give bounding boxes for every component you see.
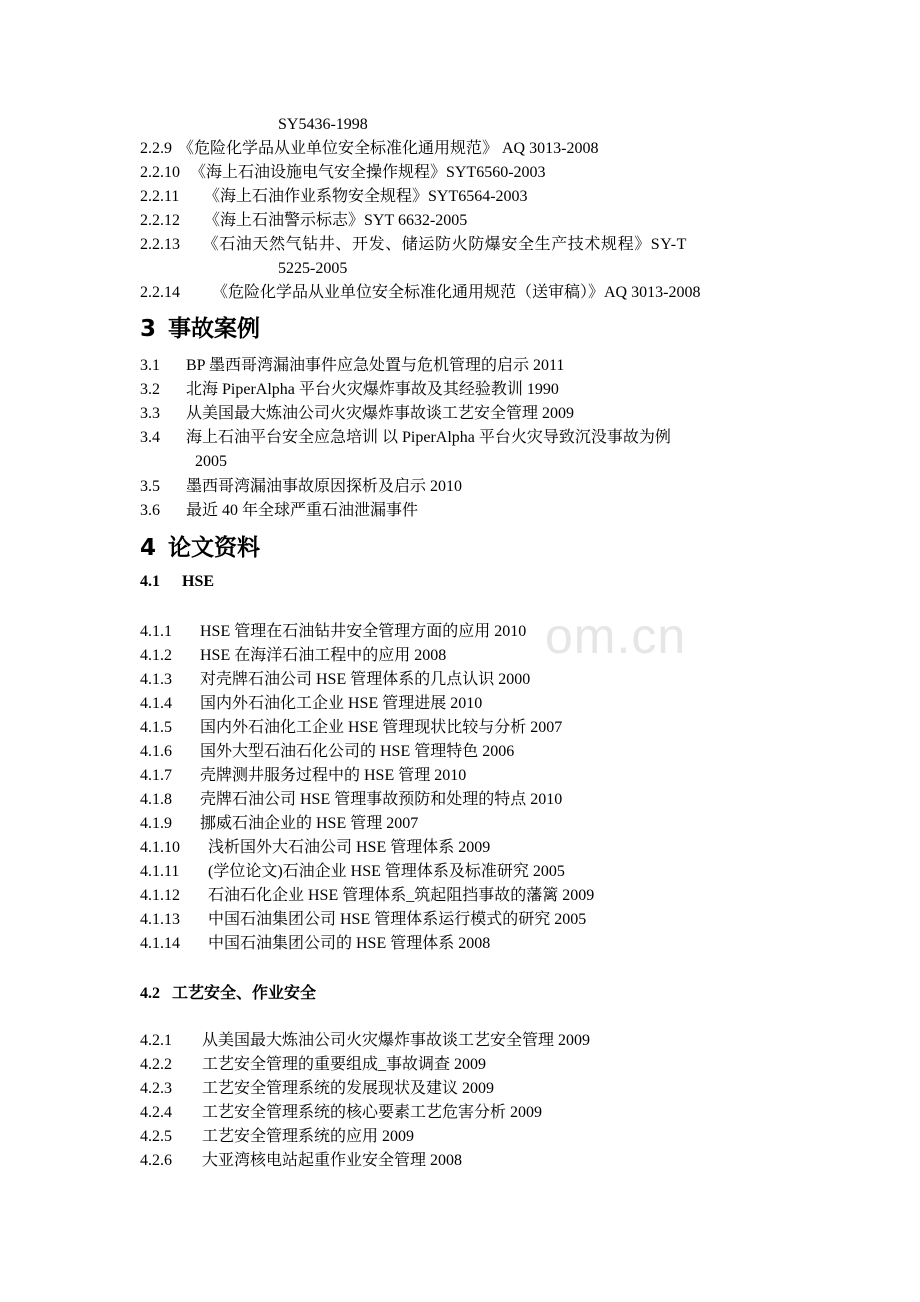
item-text: 工艺安全管理的重要组成_事故调查 2009 <box>202 1056 487 1073</box>
item-number: 4.1.9 <box>140 815 172 832</box>
list-item <box>140 1103 542 1123</box>
item-number: 4.1.3 <box>140 671 172 688</box>
list-item <box>140 790 562 810</box>
list-item <box>140 477 462 497</box>
item-text: (学位论文)石油企业 HSE 管理体系及标准研究 2005 <box>208 863 565 880</box>
list-item <box>140 380 559 400</box>
list-item <box>140 428 671 448</box>
subsection-number: 4.2 <box>140 985 160 1002</box>
item-text: HSE 在海洋石油工程中的应用 2008 <box>200 647 447 664</box>
item-number: 2.2.9 <box>140 140 172 157</box>
section-heading <box>140 534 260 562</box>
list-item <box>140 187 528 207</box>
item-number: 2.2.14 <box>140 284 180 301</box>
list-item <box>140 934 490 954</box>
list-item <box>140 1079 494 1099</box>
section-title: 事故案例 <box>168 316 261 342</box>
item-number: 3.1 <box>140 357 160 374</box>
item-number: 4.1.6 <box>140 743 172 760</box>
item-text: 海上石油平台安全应急培训 以 PiperAlpha 平台火灾导致沉没事故为例 <box>186 429 671 446</box>
subsection-title: HSE <box>182 573 215 590</box>
subsection-heading <box>140 572 214 592</box>
item-text: 《海上石油警示标志》SYT 6632-2005 <box>204 212 468 229</box>
list-item <box>140 814 418 834</box>
list-item <box>140 283 700 303</box>
list-item <box>140 404 574 424</box>
watermark: om.cn <box>545 608 687 664</box>
item-text: 《海上石油设施电气安全操作规程》SYT6560-2003 <box>190 164 546 181</box>
subsection-number: 4.1 <box>140 573 160 590</box>
list-item <box>140 1127 414 1147</box>
item-number: 4.1.12 <box>140 887 180 904</box>
item-text: BP 墨西哥湾漏油事件应急处置与危机管理的启示 2011 <box>186 357 565 374</box>
section-heading <box>140 315 260 343</box>
section-number: 3 <box>140 316 157 342</box>
item-number: 3.5 <box>140 478 160 495</box>
item-number: 3.3 <box>140 405 160 422</box>
item-number: 4.2.3 <box>140 1080 172 1097</box>
item-number: 4.1.5 <box>140 719 172 736</box>
list-item <box>140 163 546 183</box>
continuation-text: 2005 <box>195 453 227 470</box>
list-item <box>140 718 562 738</box>
item-text: 北海 PiperAlpha 平台火灾爆炸事故及其经验教训 1990 <box>186 381 559 398</box>
item-text: 对壳牌石油公司 HSE 管理体系的几点认识 2000 <box>200 671 531 688</box>
list-item <box>140 670 530 690</box>
subsection-heading <box>140 984 316 1004</box>
list-item <box>140 886 594 906</box>
item-number: 3.4 <box>140 429 160 446</box>
continuation-text: 5225-2005 <box>278 260 348 277</box>
list-item <box>140 1055 486 1075</box>
item-text: HSE 管理在石油钻井安全管理方面的应用 2010 <box>200 623 527 640</box>
item-number: 3.6 <box>140 502 160 519</box>
list-item <box>140 1031 590 1051</box>
list-item <box>140 646 446 666</box>
item-number: 4.2.2 <box>140 1056 172 1073</box>
item-number: 4.1.13 <box>140 911 180 928</box>
list-item <box>140 910 586 930</box>
item-text: 壳牌石油公司 HSE 管理事故预防和处理的特点 2010 <box>200 791 563 808</box>
item-text: 《危险化学品从业单位安全标准化通用规范》 AQ 3013-2008 <box>178 140 599 157</box>
item-number: 4.1.7 <box>140 767 172 784</box>
list-item <box>140 862 565 882</box>
item-text: 《危险化学品从业单位安全标准化通用规范（送审稿）》AQ 3013-2008 <box>212 284 701 301</box>
list-item <box>140 211 467 231</box>
item-number: 4.1.14 <box>140 935 180 952</box>
item-number: 4.2.5 <box>140 1128 172 1145</box>
item-number: 4.1.2 <box>140 647 172 664</box>
item-text: 中国石油集团公司 HSE 管理体系运行模式的研究 2005 <box>208 911 587 928</box>
list-item <box>140 235 687 255</box>
item-number: 4.1.4 <box>140 695 172 712</box>
item-text: 从美国最大炼油公司火灾爆炸事故谈工艺安全管理 2009 <box>202 1032 591 1049</box>
item-text: 浅析国外大石油公司 HSE 管理体系 2009 <box>208 839 491 856</box>
item-text: 《石油天然气钻井、开发、储运防火防爆安全生产技术规程》SY-T <box>202 236 687 253</box>
item-text: 中国石油集团公司的 HSE 管理体系 2008 <box>208 935 491 952</box>
item-text: 《海上石油作业系物安全规程》SYT6564-2003 <box>204 188 528 205</box>
list-item <box>140 622 526 642</box>
item-text: 国内外石油化工企业 HSE 管理现状比较与分析 2007 <box>200 719 563 736</box>
list-item <box>140 139 598 159</box>
item-number: 4.1.11 <box>140 863 180 880</box>
item-number: 2.2.12 <box>140 212 180 229</box>
item-number: 4.1.8 <box>140 791 172 808</box>
item-number: 2.2.10 <box>140 164 180 181</box>
list-item <box>140 766 466 786</box>
item-text: 从美国最大炼油公司火灾爆炸事故谈工艺安全管理 2009 <box>186 405 575 422</box>
subsection-title: 工艺安全、作业安全 <box>172 985 317 1002</box>
item-number: 3.2 <box>140 381 160 398</box>
section-title: 论文资料 <box>168 535 261 561</box>
item-text: 最近 40 年全球严重石油泄漏事件 <box>186 502 419 519</box>
item-number: 4.1.10 <box>140 839 180 856</box>
list-item <box>140 742 514 762</box>
list-item <box>140 838 490 858</box>
item-text: 国外大型石油石化公司的 HSE 管理特色 2006 <box>200 743 515 760</box>
item-text: 壳牌测井服务过程中的 HSE 管理 2010 <box>200 767 467 784</box>
list-item <box>140 501 418 521</box>
list-item <box>140 356 564 376</box>
item-text: 国内外石油化工企业 HSE 管理进展 2010 <box>200 695 483 712</box>
item-text: 挪威石油企业的 HSE 管理 2007 <box>200 815 419 832</box>
continuation-text: SY5436-1998 <box>278 116 368 133</box>
item-text: 石油石化企业 HSE 管理体系_筑起阻挡事故的藩篱 2009 <box>208 887 595 904</box>
item-text: 大亚湾核电站起重作业安全管理 2008 <box>202 1152 463 1169</box>
item-number: 4.2.1 <box>140 1032 172 1049</box>
list-item <box>140 694 482 714</box>
section-number: 4 <box>140 535 157 561</box>
item-text: 墨西哥湾漏油事故原因探析及启示 2010 <box>186 478 463 495</box>
item-text: 工艺安全管理系统的应用 2009 <box>202 1128 415 1145</box>
list-item <box>140 1151 462 1171</box>
item-number: 4.2.6 <box>140 1152 172 1169</box>
item-number: 2.2.13 <box>140 236 180 253</box>
item-text: 工艺安全管理系统的发展现状及建议 2009 <box>202 1080 495 1097</box>
item-number: 2.2.11 <box>140 188 180 205</box>
item-number: 4.1.1 <box>140 623 172 640</box>
item-number: 4.2.4 <box>140 1104 172 1121</box>
item-text: 工艺安全管理系统的核心要素工艺危害分析 2009 <box>202 1104 543 1121</box>
